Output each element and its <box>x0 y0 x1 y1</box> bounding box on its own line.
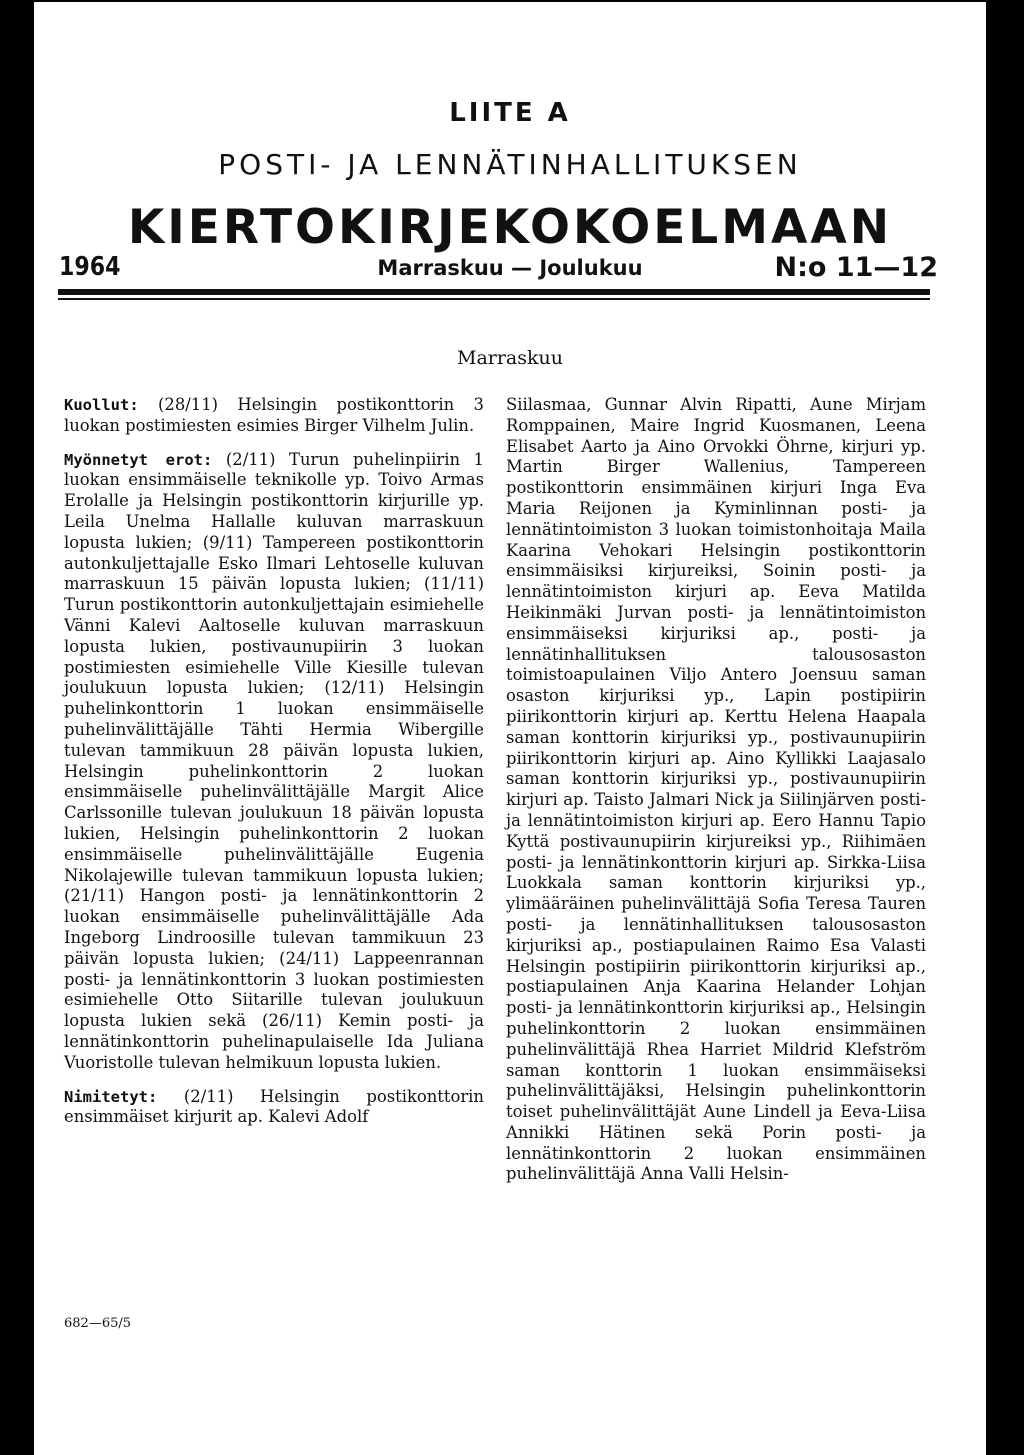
section-title: Marraskuu <box>456 347 563 369</box>
appendix-title: LIITE A <box>449 98 571 128</box>
appointments-text: (2/11) Helsingin postikonttorin ensimmäiset kirjurit ap. Kalevi Adolf <box>64 1086 484 1127</box>
right-column-text: Siilasmaa, Gunnar Alvin Ripatti, Aune Mirjam Romppainen, Maire Ingrid Kuosmanen, Leena Elisabet Aarto ja Aino Orvokki Öhrne, kirjuri yp. Martin Birger Wallenius, Tampereen postikonttorin ensimmäinen kirjuri Inga Eva Maria Reijonen ja Kyminlinnan posti- ja lennätintoimiston 3 luokan toimistonhoitaja Maila Kaarina Vehokari Helsingin postikonttorin ensimmäisiksi kirjureiksi, Soinin posti- ja lennätintoimiston kirjuri ap. Eeva Matilda Heikinmäki Jurvan posti- ja lennätintoimiston ensimmäiseksi kirjuriksi ap., posti- ja lennätinhallituksen talousosaston toimistoapulainen Viljo Antero Joensuu saman osaston kirjuriksi yp., Lapin postipiirin piirikonttorin kirjuri ap. Kerttu Helena Haapala saman konttorin kirjuriksi yp., postivaunupiirin piirikonttorin kirjuri ap. Aino Kyllikki Laajasalo saman konttorin kirjuriksi yp., postivaunupiirin kirjuri ap. Taisto Jalmari Nick ja Siilinjärven posti- ja lennätintoimiston kirjuri ap. Eero Hannu Tapio Kyttä postivaunupiirin kirjureiksi yp., Riihimäen posti- ja lennätinkonttorin kirjuri ap. Sirkka-Liisa Luokkala saman konttorin kirjuriksi yp., ylimääräinen puhelinvälittäjä Sofia Teresa Tauren posti- ja lennätinhallituksen talousosaston kirjuriksi ap., postiapulainen Raimo Esa Valasti Helsingin postipiirin piirikonttorin kirjuriksi ap., postiapulainen Anja Kaarina Helander Lohjan posti- ja lennätinkonttorin kirjuriksi ap., Helsingin puhelinkonttorin 2 luokan ensimmäinen puhelinvälittäjä Rhea Harriet Mildrid Klefström saman konttorin 1 luokan ensimmäiseksi puhelinvälittäjäksi, Helsingin puhelinkonttorin toiset puhelinvälittäjät Aune Lindell ja Eeva-Liisa Annikki Hätinen sekä Porin posti- ja lennätinkonttorin 2 luokan ensimmäinen puhelinvälittäjä Anna Valli Helsin- <box>506 395 926 1184</box>
header-rule-thick <box>58 289 930 295</box>
footer-code: 682—65/5 <box>64 1316 132 1331</box>
right-column <box>506 395 926 1198</box>
year: 1964 <box>59 252 121 282</box>
resignations-text: (2/11) Turun puhelinpiirin 1 luokan ensimmäiselle teknikolle yp. Toivo Armas Erolalle ja Helsingin postikonttorin kirjurille yp. Leila Unelma Hallalle kuluvan marraskuun lopusta lukien; (9/11) Tampereen postikonttorin autonkuljettajalle Esko Ilmari Lehtoselle kuluvan marraskuun 15 päivän lopusta lukien; (11/11) Turun postikonttorin autonkuljettajain esimiehelle Vänni Kalevi Aaltoselle kuluvan marraskuun lopusta lukien, postivaunupiirin 3 luokan postimiesten esimiehelle Ville Kiesille tulevan joulukuun lopusta lukien; (12/11) Helsingin puhelinkonttorin 1 luokan ensimmäiselle puhelinvälittäjälle Tähti Hermia Wibergille tulevan tammikuun 28 päivän lopusta lukien, Helsingin puhelinkonttorin 2 luokan ensimmäiselle puhelinvälittäjälle Margit Alice Carlssonille tulevan joulukuun 18 päivän lopusta lukien, Helsingin puhelinkonttorin 2 luokan ensimmäiselle puhelinvälittäjälle Eugenia Nikolajewille tulevan tammikuun lopusta lukien; (21/11) Hangon posti- ja lennätinkonttorin 2 luokan ensimmäiselle puhelinvälittäjälle Ada Ingeborg Lindroosille tulevan tammikuun 23 päivän lopusta lukien; (24/11) Lappeenrannan posti- ja lennätinkonttorin 3 luokan postimiesten esimiehelle Otto Siitarille tulevan joulukuun lopusta lukien sekä (26/11) Kemin posti- ja lennätinkonttorin puhelinapulaiselle Ida Juliana Vuoristolle tulevan helmikuun lopusta lukien. <box>64 449 484 1072</box>
document-page <box>10 2 1010 1455</box>
header-rule-thin <box>58 298 930 300</box>
publisher-title: POSTI- JA LENNÄTINHALLITUKSEN <box>218 148 802 181</box>
appointments-label: Nimitetyt: <box>64 1087 158 1106</box>
collection-title: KIERTOKIRJEKOKOELMAAN <box>127 200 893 255</box>
resignations-label: Myönnetyt erot: <box>64 450 213 469</box>
deaths-paragraph <box>64 395 484 437</box>
deaths-text: (28/11) Helsingin postikonttorin 3 luokan postimiesten esimies Birger Vilhelm Julin. <box>64 395 484 435</box>
months: Marraskuu — Joulukuu <box>377 256 643 280</box>
issue-number: N:o 11—12 <box>774 252 938 283</box>
left-column <box>64 395 484 1141</box>
appointments-paragraph <box>64 1087 484 1129</box>
deaths-label: Kuollut: <box>64 396 139 414</box>
resignations-paragraph <box>64 450 484 1074</box>
